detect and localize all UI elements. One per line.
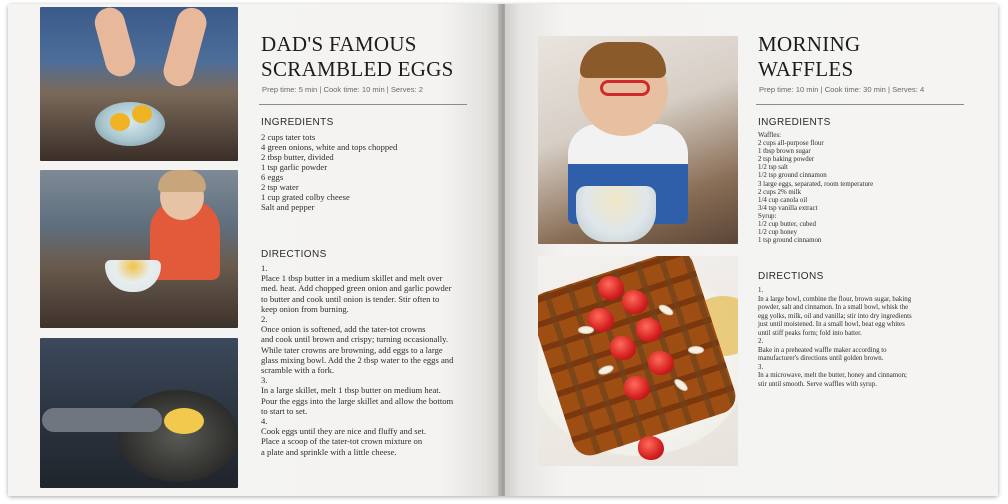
ingredients-list	[261, 132, 397, 212]
recipe-title-line1: DAD'S FAMOUS	[261, 32, 417, 56]
ingredient-item: 2 cups 2% milk	[758, 188, 802, 196]
ingredients-heading: INGREDIENTS	[261, 117, 334, 128]
direction-line: keep onion from burning.	[261, 303, 349, 314]
right-page	[505, 4, 998, 496]
ingredient-item: 2 tbsp butter, divided	[261, 152, 334, 162]
ingredient-item: 1/2 cup honey	[758, 229, 798, 237]
direction-line: While tater crowns are browning, add eggs to a large	[261, 344, 443, 355]
direction-line: 1.	[261, 263, 268, 273]
direction-line: just until moistened. In a small bowl, beat egg whites	[758, 321, 905, 328]
ingredient-item: 2 cups tater tots	[261, 132, 316, 142]
direction-line: Once onion is softened, add the tater-tot crowns	[261, 324, 426, 335]
recipe-book-spread	[8, 4, 998, 496]
photo-waffle-with-strawberries	[538, 256, 738, 466]
ingredient-item: 4 green onions, white and tops chopped	[261, 142, 398, 152]
direction-line: until stiff peaks form; fold into batter.	[758, 329, 862, 337]
direction-line: powder, salt and cinnamon. In a small bowl, whisk the	[758, 304, 909, 311]
direction-line: 3.	[758, 363, 764, 371]
direction-line: egg yolks, milk, oil and vanilla; stir into dry ingredients	[758, 312, 912, 320]
direction-line: Pour the eggs into the large skillet and allow the bottom	[261, 395, 454, 406]
direction-line: to butter and cook until onion is tender. Stir often to	[261, 293, 440, 304]
recipe-title	[758, 32, 988, 82]
direction-line: 2.	[758, 338, 764, 345]
photo-child-mixing-batter	[538, 36, 738, 244]
ingredient-item: 1 tsp ground cinnamon	[758, 237, 822, 245]
direction-line: Place 1 tbsp butter in a medium skillet and melt over	[261, 273, 443, 284]
directions-heading: DIRECTIONS	[261, 249, 327, 260]
ingredients-list	[758, 132, 873, 245]
recipe-title-line2: WAFFLES	[758, 57, 854, 81]
ingredient-item: 3 large eggs, separated, room temperature	[758, 180, 874, 188]
direction-line: Cook eggs until they are nice and fluffy and set.	[261, 426, 426, 437]
left-page	[8, 4, 501, 496]
direction-line: med. heat. Add chopped green onion and garlic powder	[261, 283, 452, 294]
ingredient-item: 6 eggs	[261, 172, 284, 182]
photo-cracking-eggs	[40, 7, 238, 161]
ingredient-item: 2 cups all-purpose flour	[758, 140, 824, 148]
ingredient-item: 2 tsp water	[261, 182, 299, 192]
photo-child-whisking	[40, 170, 238, 328]
recipe-meta: Prep time: 5 min | Cook time: 10 min | Serves: 2	[262, 85, 423, 94]
ingredient-item: Salt and pepper	[261, 202, 315, 212]
recipe-title-line2: SCRAMBLED EGGS	[261, 57, 454, 81]
ingredients-heading: INGREDIENTS	[758, 117, 831, 128]
ingredient-item: 1/2 cup butter, cubed	[758, 221, 816, 229]
ingredient-item: 3/4 tsp vanilla extract	[758, 204, 818, 212]
direction-line: a plate and sprinkle with a little cheese.	[261, 446, 397, 457]
direction-line: 4.	[261, 416, 268, 427]
recipe-title-line1: MORNING	[758, 32, 861, 56]
title-divider	[756, 104, 964, 105]
direction-line: Place a scoop of the tater-tot crown mixture on	[261, 436, 423, 447]
direction-line: In a microwave, melt the butter, honey and cinnamon;	[758, 372, 907, 379]
direction-line: and cook until brown and crispy; turning occasionally.	[261, 334, 449, 345]
recipe-meta: Prep time: 10 min | Cook time: 30 min | Serves: 4	[759, 85, 925, 94]
directions-list	[758, 287, 912, 389]
directions-list	[261, 263, 453, 457]
ingredient-item: 1/2 tsp ground cinnamon	[758, 172, 827, 180]
direction-line: scramble with a fork.	[261, 365, 335, 376]
ingredient-item: 2 tsp baking powder	[758, 156, 815, 164]
direction-line: 2.	[261, 314, 268, 325]
ingredient-item: Syrup:	[758, 212, 777, 220]
ingredient-item: 1 cup grated colby cheese	[261, 192, 350, 202]
ingredient-item: 1/2 tsp salt	[758, 164, 788, 172]
direction-line: stir until smooth. Serve waffles with syrup.	[758, 380, 877, 388]
direction-line: manufacturer's directions until golden brown.	[758, 355, 884, 362]
photo-pouring-eggs-into-pan	[40, 338, 238, 488]
ingredient-item: Waffles:	[758, 132, 782, 139]
ingredient-item: 1 tsp garlic powder	[261, 162, 328, 172]
ingredient-item: 1/4 cup canola oil	[758, 196, 808, 204]
direction-line: glass mixing bowl. Add the 2 tbsp water to the eggs and	[261, 354, 454, 365]
direction-line: 3.	[261, 375, 268, 386]
recipe-title	[261, 32, 491, 82]
direction-line: to start to set.	[261, 405, 308, 416]
direction-line: 1.	[758, 287, 764, 294]
directions-heading: DIRECTIONS	[758, 271, 824, 282]
direction-line: In a large skillet, melt 1 tbsp butter on medium heat.	[261, 385, 441, 396]
ingredient-item: 1 tbsp brown sugar	[758, 148, 811, 156]
direction-line: In a large bowl, combine the flour, brown sugar, baking	[758, 295, 912, 303]
direction-line: Bake in a preheated waffle maker according to	[758, 346, 887, 354]
title-divider	[259, 104, 467, 105]
